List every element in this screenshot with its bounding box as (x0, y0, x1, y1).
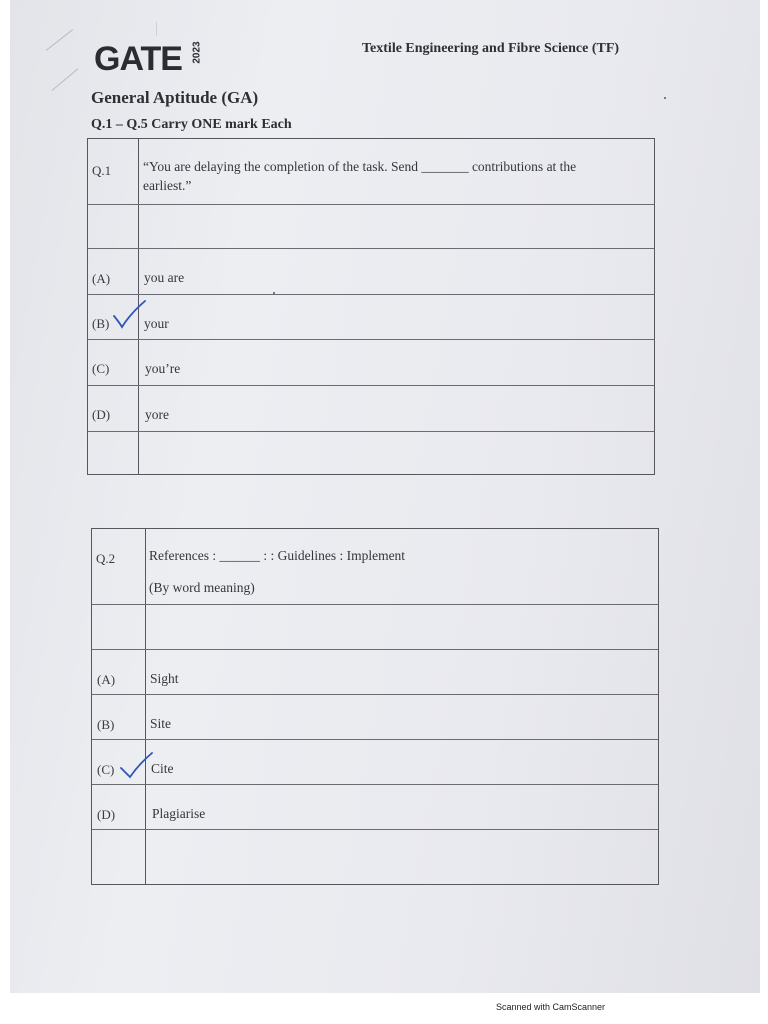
pencil-mark (52, 68, 79, 91)
blank-row (92, 604, 658, 649)
question-number: Q.1 (92, 163, 112, 178)
paper-crease (156, 22, 157, 36)
blank-row (88, 204, 654, 248)
question-row (88, 139, 654, 204)
option-text: Plagiarise (152, 806, 206, 821)
option-text: you’re (145, 361, 181, 376)
gate-logo-year (186, 39, 210, 73)
option-label: (C) (97, 762, 115, 777)
option-label: (B) (92, 316, 110, 331)
option-text: your (144, 316, 169, 331)
pencil-mark (46, 29, 73, 51)
option-label: (D) (97, 807, 116, 822)
option-row (88, 294, 654, 339)
section-title: General Aptitude (GA) (91, 88, 259, 107)
speck (664, 97, 666, 99)
question-row (92, 529, 658, 604)
blank-row (92, 829, 658, 886)
question-text-line1: References : ______ : : Guidelines : Implement (149, 548, 406, 563)
question-text-line2: (By word meaning) (149, 580, 255, 595)
gate-logo: GATE (94, 40, 182, 78)
option-row (92, 694, 658, 739)
handwritten-check-icon (119, 752, 159, 782)
question-table-q1 (87, 138, 655, 475)
question-text-line2: earliest.” (143, 178, 192, 193)
option-row (88, 248, 654, 294)
option-row (88, 339, 654, 385)
option-row (92, 739, 658, 784)
option-text: Site (150, 716, 172, 731)
blank-row (88, 431, 654, 476)
option-row (88, 385, 654, 431)
speck (273, 292, 275, 294)
option-label: (A) (97, 672, 116, 687)
option-row (92, 784, 658, 829)
option-label: (D) (92, 407, 111, 422)
paper-title: Textile Engineering and Fibre Science (TF) (362, 41, 620, 56)
option-text: Sight (150, 671, 179, 686)
scanner-watermark: Scanned with CamScanner (496, 1002, 606, 1012)
handwritten-check-icon (112, 300, 152, 330)
question-number: Q.2 (96, 551, 116, 566)
marks-instruction: Q.1 – Q.5 Carry ONE mark Each (91, 117, 292, 132)
option-text: yore (145, 407, 169, 422)
logo-year-text: 2023 (191, 41, 203, 64)
option-text: Cite (151, 761, 174, 776)
option-label: (A) (92, 271, 111, 286)
question-table-q2 (91, 528, 659, 885)
option-row (92, 649, 658, 694)
option-text: you are (144, 270, 185, 285)
option-label: (B) (97, 717, 115, 732)
question-text-line1: “You are delaying the completion of the task. Send _______ contributions at the (143, 159, 577, 174)
option-label: (C) (92, 361, 110, 376)
